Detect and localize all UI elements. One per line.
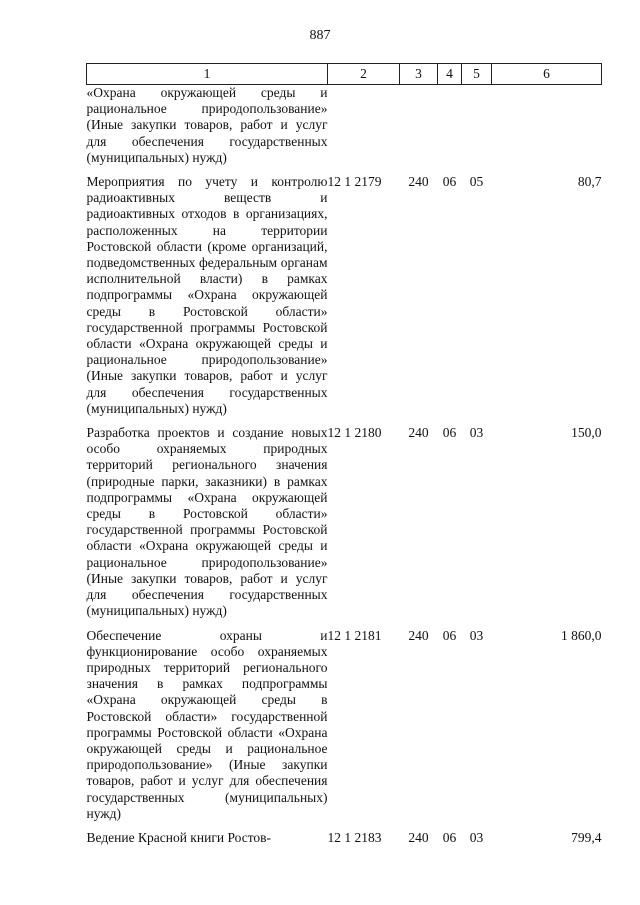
row-description: «Охрана окружающей среды и рациональное природопользование» (Иные закупки товаров, работ и услуг для обеспечения государственных (муниципальных) нужд) (86, 85, 328, 165)
row-subsection: 05 (469, 174, 484, 190)
row-amount: 150,0 (571, 425, 602, 441)
table-row (87, 85, 602, 167)
header-col-3: 3 (400, 64, 438, 85)
row-section: 06 (442, 627, 457, 643)
header-col-4: 4 (438, 64, 462, 85)
row-subsection: 03 (469, 627, 484, 643)
header-col-6: 6 (492, 64, 602, 85)
header-col-2: 2 (328, 64, 400, 85)
table-header-row (87, 64, 602, 85)
budget-table (86, 63, 602, 846)
row-amount (492, 85, 602, 167)
row-target-code (328, 85, 400, 167)
table-row (87, 830, 602, 846)
page-number: 887 (309, 28, 331, 43)
row-subsection (462, 85, 492, 167)
row-subsection: 03 (469, 829, 484, 845)
row-description: Обеспечение охраны и функционирование особо охраняемых природных территорий регионального значения в рамках подпрограммы «Охрана окружающей среды в Ростовской области» государственной программы Ростовской области «Охрана окружающей среды и рациональное природопользование» (Иные закупки товаров, работ и услуг для обеспечения государственных (муниципальных) нужд) (86, 627, 328, 821)
row-expense-type: 240 (408, 829, 429, 845)
row-amount: 80,7 (577, 174, 602, 190)
row-description: Мероприятия по учету и контролю радиоактивных веществ и радиоактивных отходов в организациях, расположенных на территории Ростовской области (кроме организаций, подведомственных федеральным органам исполнительной власти) в рамках подпрограммы «Охрана окружающей среды в Ростовской области» государственной программы Ростовской области «Охрана окружающей среды и рациональное природопользование» (Иные закупки товаров, работ и услуг для обеспечения государственных (муниципальных) нужд) (86, 174, 328, 416)
row-expense-type: 240 (408, 627, 429, 643)
row-target-code: 12 1 2180 (327, 425, 382, 441)
row-amount: 799,4 (571, 829, 602, 845)
row-section (438, 85, 462, 167)
row-subsection: 03 (469, 425, 484, 441)
row-description: Ведение Красной книги Ростов- (86, 829, 272, 845)
table-row (87, 628, 602, 822)
header-col-5: 5 (462, 64, 492, 85)
row-target-code: 12 1 2179 (327, 174, 382, 190)
table-row (87, 174, 602, 417)
row-section: 06 (442, 174, 457, 190)
row-expense-type: 240 (408, 425, 429, 441)
table-row (87, 425, 602, 619)
row-section: 06 (442, 425, 457, 441)
row-expense-type (400, 85, 438, 167)
row-description: Разработка проектов и создание новых особо охраняемых природных территорий регионального значения (природные парки, заказники) в рамках подпрограммы «Охрана окружающей среды в Ростовской области» государственной программы Ростовской области «Охрана окружающей среды и рациональное природопользование» (Иные закупки товаров, работ и услуг для обеспечения государственных (муниципальных) нужд) (86, 425, 328, 619)
header-col-1: 1 (87, 64, 328, 85)
row-expense-type: 240 (408, 174, 429, 190)
row-amount: 1 860,0 (561, 627, 602, 643)
row-section: 06 (442, 829, 457, 845)
row-target-code: 12 1 2183 (327, 829, 382, 845)
row-target-code: 12 1 2181 (327, 627, 382, 643)
